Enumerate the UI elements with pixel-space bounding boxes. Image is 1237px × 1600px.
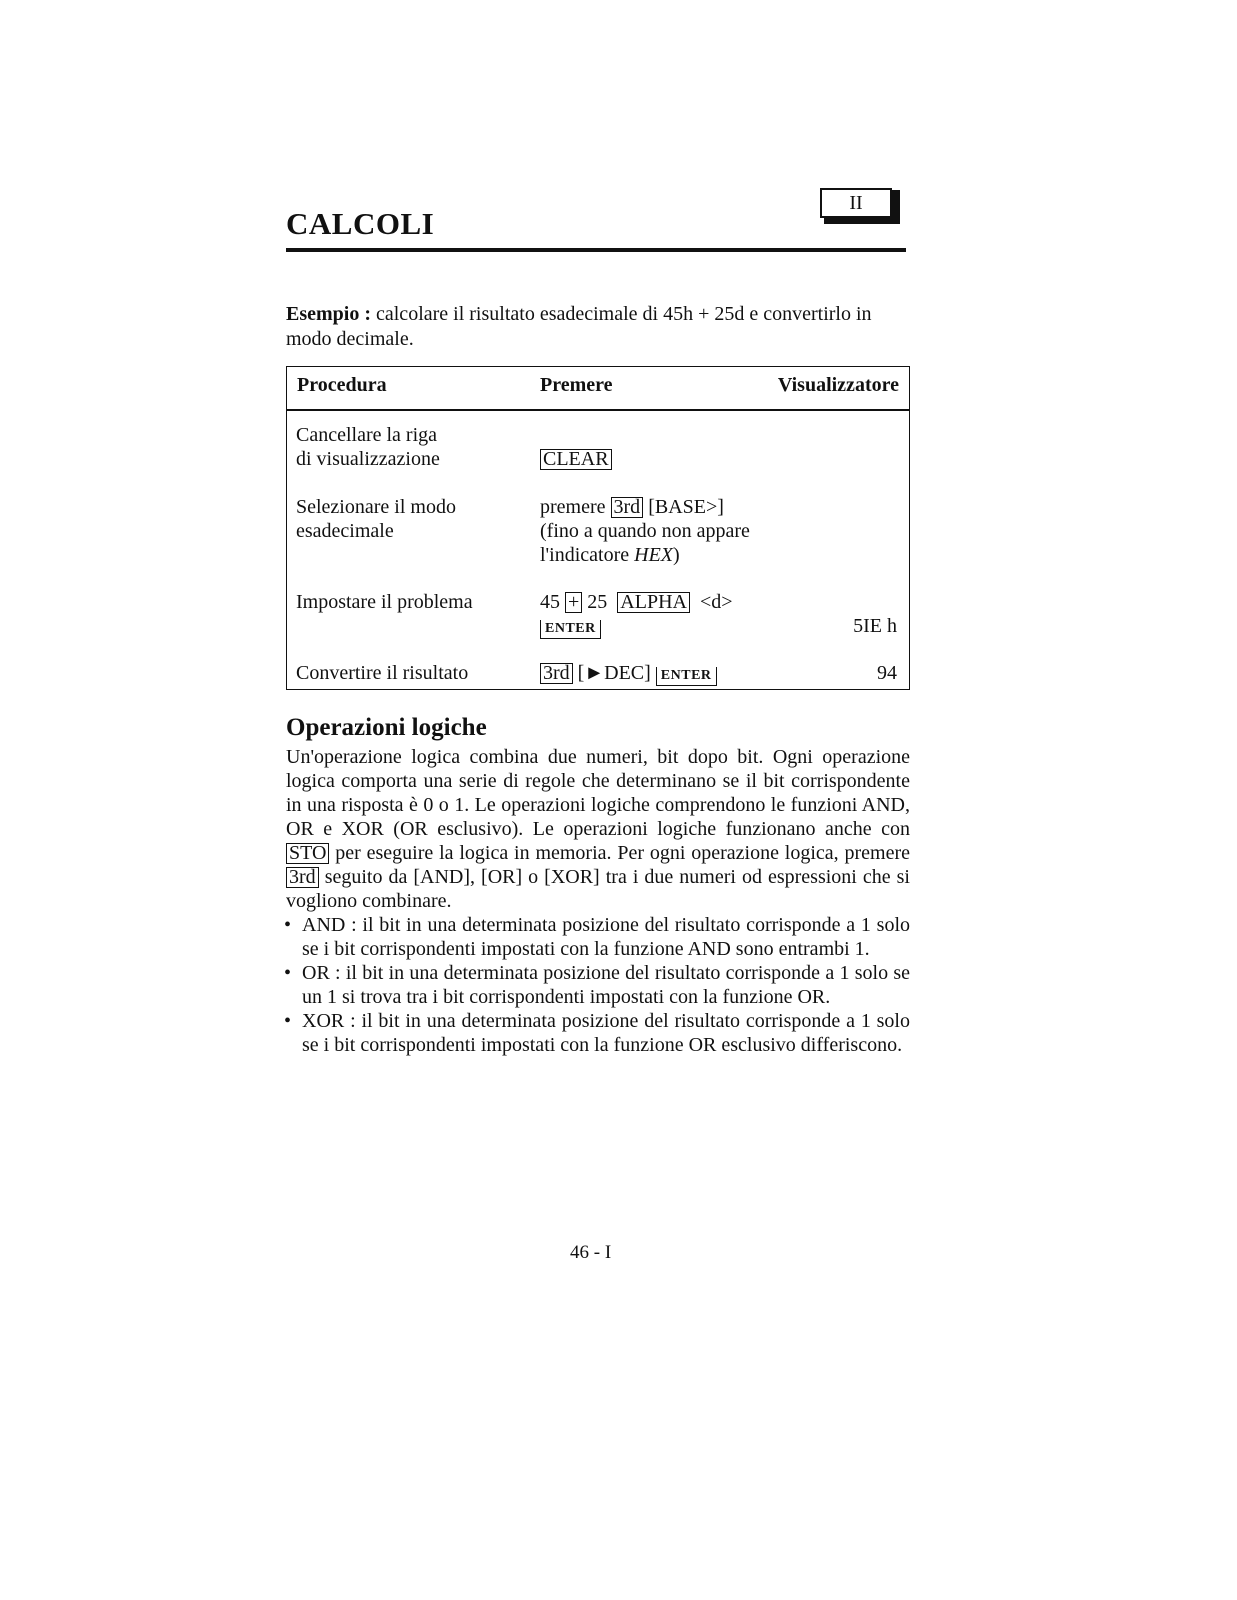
- press-text: premere: [540, 496, 606, 518]
- press-text: [BASE>]: [648, 496, 724, 518]
- chapter-title: CALCOLI: [286, 206, 435, 241]
- table-row-2-procedure: [296, 495, 456, 543]
- press-text: 45: [540, 591, 560, 613]
- logic-operations-list: [286, 913, 910, 1057]
- tab-shadow: [892, 190, 900, 224]
- press-text: 25: [587, 591, 608, 613]
- plus-key: +: [565, 592, 582, 613]
- table-row-2-press: [540, 495, 750, 567]
- enter-key: ENTER: [540, 620, 601, 639]
- alpha-key: ALPHA: [617, 592, 690, 613]
- paragraph-text: Un'operazione logica combina due numeri, bit dopo bit. Ogni operazione logica comporta una serie di regole che determinano se il bit corrispondente in una risposta è 0 o 1. Le operazioni logiche comprendono le funzioni AND, OR e XOR (OR esclusivo). Le operazioni logiche funzionano anche con: [286, 746, 910, 840]
- list-item: • XOR : il bit in una determinata posizione del risultato corrisponde a 1 solo se i bit corrispondenti impostati con la funzione OR esclusivo differiscono.: [286, 1009, 910, 1057]
- table-row-1-procedure: [296, 423, 440, 471]
- clear-key: CLEAR: [540, 449, 612, 470]
- table-row-4-procedure: Convertire il risultato: [296, 662, 469, 684]
- paragraph-text: per eseguire la logica in memoria. Per ogni operazione logica, premere: [335, 842, 911, 864]
- list-item: • OR : il bit in una determinata posizione del risultato corrisponde a 1 solo se un 1 si trova tra i bit corrispondenti impostati con la funzione OR.: [286, 961, 910, 1009]
- chapter-number: II: [820, 188, 892, 218]
- third-key: 3rd: [540, 663, 573, 684]
- header-press: Premere: [540, 374, 613, 396]
- table-row-3-procedure: Impostare il problema: [296, 591, 473, 613]
- header-procedure: Procedura: [297, 374, 387, 396]
- list-item: • AND : il bit in una determinata posizione del risultato corrisponde a 1 solo se i bit corrispondenti impostati con la funzione AND sono entrambi 1.: [286, 913, 910, 961]
- table-row-4-display: 94: [877, 662, 897, 684]
- paragraph-text: seguito da [AND], [OR] o [XOR] tra i due numeri od espressioni che si vogliono combinare.: [286, 866, 910, 912]
- example-text: calcolare il risultato esadecimale di 45h + 25d e convertirlo in modo decimale.: [286, 303, 872, 350]
- hex-indicator: HEX: [634, 544, 674, 566]
- section-title: Operazioni logiche: [286, 714, 487, 741]
- table-row-3-press: [540, 590, 733, 639]
- press-text: <d>: [699, 591, 733, 613]
- chapter-tab: [820, 188, 902, 232]
- enter-key: ENTER: [656, 667, 717, 686]
- table-header-rule: [287, 409, 909, 411]
- procedure-table: [286, 366, 910, 690]
- third-key: 3rd: [611, 497, 644, 518]
- section-paragraph: [286, 745, 910, 913]
- procedure-line: Selezionare il modo: [296, 496, 456, 518]
- example-label: Esempio :: [286, 303, 371, 325]
- sto-key: STO: [286, 843, 329, 864]
- table-row-1-press: [540, 447, 612, 471]
- press-text: ): [673, 544, 680, 566]
- page-number: 46 - I: [570, 1242, 612, 1263]
- table-row-4-press: [540, 661, 717, 686]
- third-key: 3rd: [286, 867, 319, 888]
- press-text: l'indicatore: [540, 544, 630, 566]
- example-intro: [286, 302, 910, 352]
- tab-shadow: [824, 218, 900, 224]
- procedure-line: di visualizzazione: [296, 448, 440, 470]
- procedure-line: Cancellare la riga: [296, 424, 438, 446]
- table-row-3-display: 5IE h: [853, 615, 897, 637]
- procedure-line: esadecimale: [296, 520, 394, 542]
- header-display: Visualizzatore: [777, 374, 899, 396]
- press-text: [►DEC]: [577, 662, 651, 684]
- header-rule: [286, 248, 906, 252]
- press-text: (fino a quando non appare: [540, 520, 750, 542]
